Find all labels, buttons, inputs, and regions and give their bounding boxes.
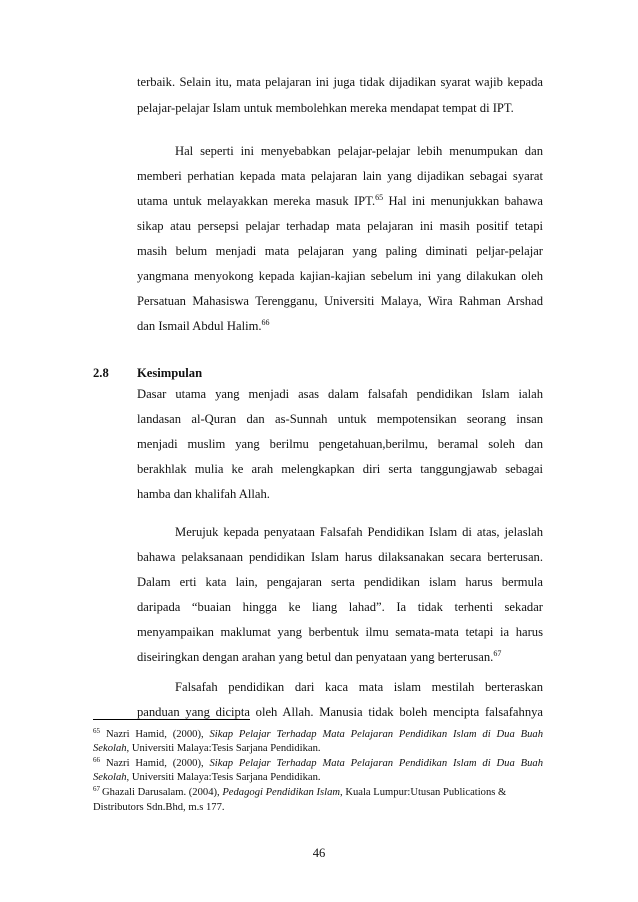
body-line: masih belum menjadi mata pelajaran yang paling diminati peljar-pelajar xyxy=(137,244,543,258)
footnote-title: Sikap Pelajar Terhadap Mata Pelajaran Pendidikan Islam di Dua Buah xyxy=(209,729,543,740)
body-line: daripada “buaian hingga ke liang lahad”. Ia tidak terhenti sekadar xyxy=(137,600,543,614)
text-span: diseiringkan dengan arahan yang betul dan penyataan yang berterusan. xyxy=(137,650,494,664)
body-line: berakhlak mulia ke arah melengkapkan diri serta tanggungjawab sebagai xyxy=(137,462,543,476)
body-line: Merujuk kepada penyataan Falsafah Pendidikan Islam di atas, jelaslah xyxy=(175,525,543,539)
footnote-66-cont xyxy=(93,771,543,784)
footnote-ref: 66 xyxy=(261,318,270,327)
footnote-author: Nazri Hamid, (2000), xyxy=(106,729,210,740)
body-line: pelajar-pelajar Islam untuk membolehkan mereka mendapat tempat di IPT. xyxy=(137,101,514,115)
body-line xyxy=(137,649,543,665)
footnote-ref: 65 xyxy=(375,193,384,202)
body-line xyxy=(137,193,543,209)
body-line: memberi perhatian kepada mata pelajaran lain yang dijadikan sebagai syarat xyxy=(137,169,543,183)
text-span: dan Ismail Abdul Halim. xyxy=(137,319,262,333)
footnote-65 xyxy=(93,728,543,741)
page-number: 46 xyxy=(312,846,326,860)
section-title: Kesimpulan xyxy=(137,366,203,380)
footnote-67 xyxy=(93,786,543,799)
body-line: Persatuan Mahasiswa Terengganu, Universiti Malaya, Wira Rahman Arshad xyxy=(137,294,543,308)
body-line: Dasar utama yang menjadi asas dalam falsafah pendidikan Islam ialah xyxy=(137,387,543,401)
footnote-ref: 67 xyxy=(493,649,502,658)
footnote-divider xyxy=(93,719,250,720)
footnote-title: Sikap Pelajar Terhadap Mata Pelajaran Pendidikan Islam di Dua Buah xyxy=(209,758,543,769)
footnote-publisher: Universiti Malaya:Tesis Sarjana Pendidikan. xyxy=(129,772,321,783)
section-number: 2.8 xyxy=(93,366,109,380)
footnote-67-cont: Distributors Sdn.Bhd, m.s 177. xyxy=(93,802,225,813)
body-line: yangmana menyokong kepada kajian-kajian sebelum ini yang dilakukan oleh xyxy=(137,269,543,283)
footnote-title: Pedagogi Pendidikan Islam, xyxy=(222,787,343,798)
body-line: menjadi muslim yang berilmu pengetahuan,berilmu, beramal soleh dan xyxy=(137,437,543,451)
footnote-number: 65 xyxy=(93,727,100,735)
body-line: menyampaikan maklumat yang berbentuk ilmu semata-mata tetapi ia harus xyxy=(137,625,543,639)
body-line: landasan al-Quran dan as-Sunnah untuk mempotensikan seorang insan xyxy=(137,412,543,426)
body-line: Falsafah pendidikan dari kaca mata islam mestilah berteraskan xyxy=(175,680,543,694)
footnote-author: Ghazali Darusalam. (2004), xyxy=(102,787,223,798)
footnote-title: Sekolah, xyxy=(93,743,130,754)
text-span: Hal ini menunjukkan bahawa xyxy=(383,194,543,208)
footnote-65-cont xyxy=(93,742,543,755)
footnote-publisher: Kuala Lumpur:Utusan Publications & xyxy=(342,787,507,798)
body-line: terbaik. Selain itu, mata pelajaran ini juga tidak dijadikan syarat wajib kepada xyxy=(137,75,543,89)
body-line: bahawa pelaksanaan pendidikan Islam harus dilaksanakan secara berterusan. xyxy=(137,550,543,564)
body-line: panduan yang dicipta oleh Allah. Manusia tidak boleh mencipta falsafahnya xyxy=(137,705,543,719)
body-line xyxy=(137,318,543,334)
text-span: utama untuk melayakkan mereka masuk IPT. xyxy=(137,194,376,208)
body-line: sikap atau persepsi pelajar terhadap mata pelajaran ini masih positif tetapi xyxy=(137,219,543,233)
body-line: Dalam erti kata lain, pengajaran serta pendidikan islam harus bermula xyxy=(137,575,543,589)
footnote-number: 67 xyxy=(93,785,100,793)
footnote-number: 66 xyxy=(93,756,100,764)
footnote-author: Nazri Hamid, (2000), xyxy=(106,758,210,769)
body-line: Hal seperti ini menyebabkan pelajar-pelajar lebih menumpukan dan xyxy=(175,144,543,158)
body-line: hamba dan khalifah Allah. xyxy=(137,487,270,501)
footnote-66 xyxy=(93,757,543,770)
footnote-title: Sekolah, xyxy=(93,772,130,783)
footnote-publisher: Universiti Malaya:Tesis Sarjana Pendidikan. xyxy=(129,743,321,754)
